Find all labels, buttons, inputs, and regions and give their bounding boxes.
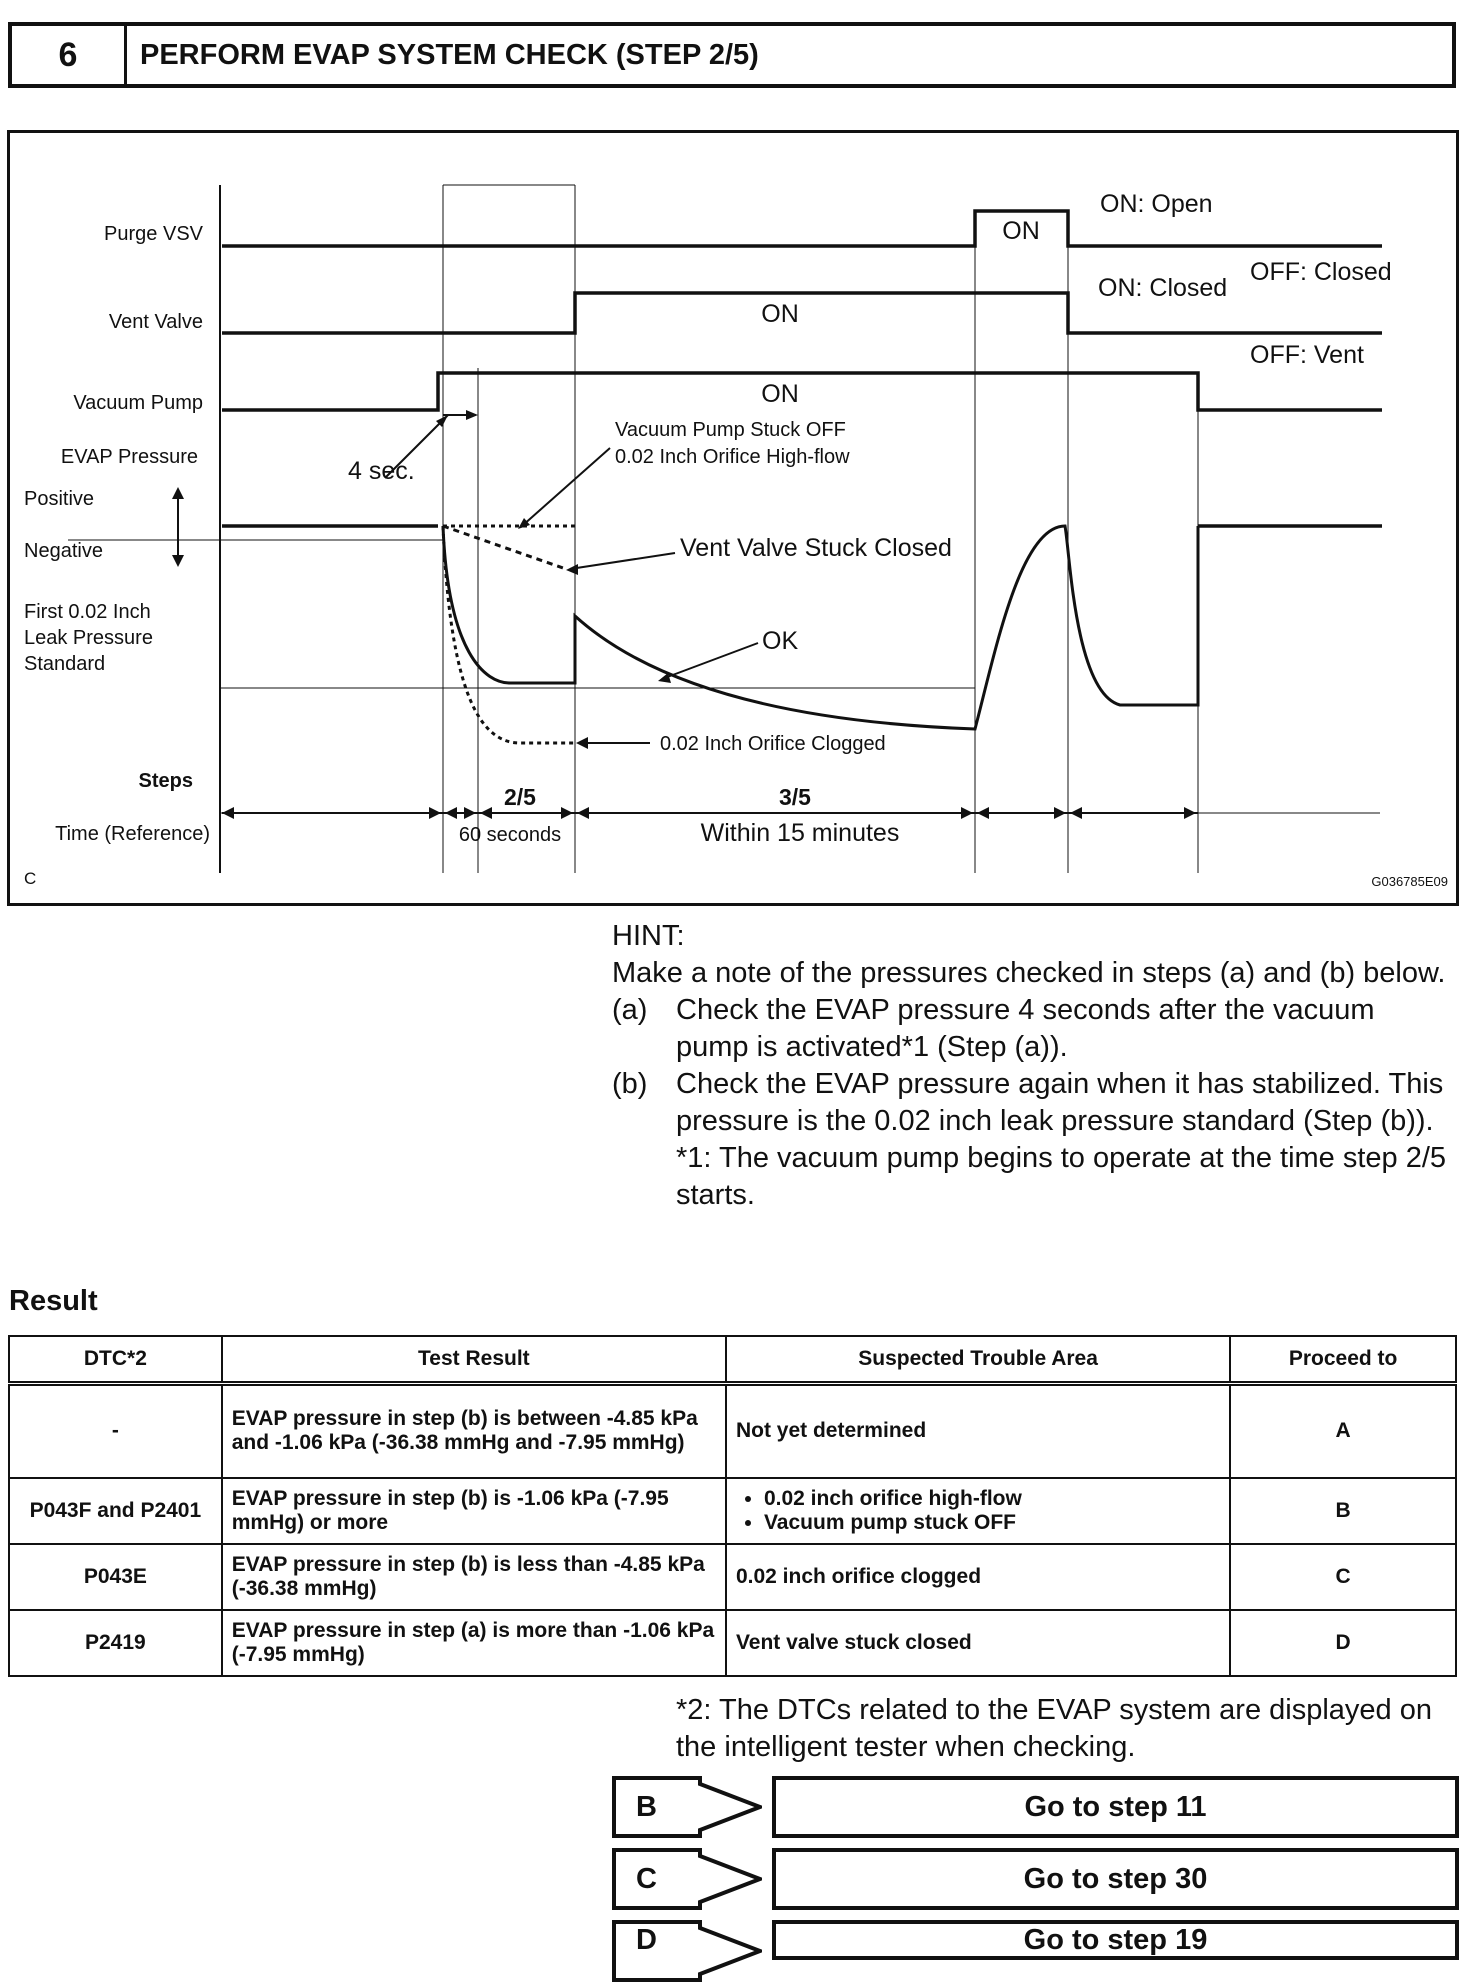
nav-row-c bbox=[612, 1848, 1459, 1910]
trouble-area-cell bbox=[726, 1478, 1230, 1544]
label-positive: Positive bbox=[24, 488, 95, 510]
label-time: Time (Reference) bbox=[55, 823, 210, 845]
dtc-cell: P2419 bbox=[9, 1610, 222, 1676]
dtc-footnote: *2: The DTCs related to the EVAP system are displayed on the intelligent tester when checking. bbox=[676, 1694, 1432, 1763]
purge-on-label: ON bbox=[1002, 217, 1040, 245]
trouble-area-cell: Vent valve stuck closed bbox=[726, 1610, 1230, 1676]
result-table bbox=[8, 1335, 1457, 1677]
go-to-step-11-button[interactable]: Go to step 11 bbox=[772, 1776, 1459, 1838]
dtc-cell: P043E bbox=[9, 1544, 222, 1610]
label-vent-valve: Vent Valve bbox=[108, 311, 203, 333]
test-result-cell: EVAP pressure in step (a) is more than -1.06 kPa (-7.95 mmHg) bbox=[222, 1610, 726, 1676]
proceed-cell: A bbox=[1230, 1384, 1456, 1478]
vent-stuck-closed-curve bbox=[443, 526, 563, 568]
hint-footnote: *1: The vacuum pump begins to operate at the time step 2/5 starts. bbox=[676, 1142, 1447, 1211]
hint-item bbox=[612, 1066, 1452, 1140]
column-header: Suspected Trouble Area bbox=[726, 1336, 1230, 1384]
result-tag-label: C bbox=[636, 1863, 657, 1895]
label-negative: Negative bbox=[24, 540, 103, 562]
dtc-cell: P043F and P2401 bbox=[9, 1478, 222, 1544]
trouble-area-cell: 0.02 inch orifice clogged bbox=[726, 1544, 1230, 1610]
table-row bbox=[9, 1478, 1456, 1544]
table-row bbox=[9, 1544, 1456, 1610]
table-header-row bbox=[9, 1336, 1456, 1384]
vent-stuck-closed-label: Vent Valve Stuck Closed bbox=[680, 534, 952, 562]
result-tag-label: D bbox=[636, 1924, 657, 1956]
label-leak-standard-2: Leak Pressure bbox=[24, 627, 153, 649]
trouble-area-item: • 0.02 inch orifice high-flow bbox=[764, 1487, 1220, 1511]
nav-row-b bbox=[612, 1776, 1459, 1838]
test-result-cell: EVAP pressure in step (b) is -1.06 kPa (-7.95 mmHg) or more bbox=[222, 1478, 726, 1544]
pump-on-label: ON bbox=[761, 380, 799, 408]
hint-item-label: (b) bbox=[612, 1068, 648, 1100]
hint-item-text: Check the EVAP pressure 4 seconds after the vacuum pump is activated*1 (Step (a)). bbox=[676, 994, 1375, 1063]
timing-diagram-frame bbox=[7, 130, 1459, 906]
result-tag-label: B bbox=[636, 1791, 657, 1823]
step-3-label: 3/5 bbox=[779, 784, 811, 810]
column-header: Proceed to bbox=[1230, 1336, 1456, 1384]
label-leak-standard-3: Standard bbox=[24, 653, 106, 675]
figure-id: G036785E09 bbox=[1371, 874, 1448, 889]
state-off-vent: OFF: Vent bbox=[1250, 341, 1364, 369]
table-row bbox=[9, 1610, 1456, 1676]
label-evap-pressure: EVAP Pressure bbox=[60, 446, 198, 468]
label-steps: Steps bbox=[138, 770, 193, 792]
test-result-cell: EVAP pressure in step (b) is between -4.85 kPa and -1.06 kPa (-36.38 mmHg and -7.95 mmHg) bbox=[222, 1384, 726, 1478]
vacuum-pump-signal bbox=[222, 373, 1382, 410]
ok-label: OK bbox=[762, 627, 799, 655]
state-on-closed: ON: Closed bbox=[1098, 274, 1228, 302]
step-number: 6 bbox=[12, 26, 127, 84]
state-on-open: ON: Open bbox=[1100, 190, 1213, 218]
hint-item-label: (a) bbox=[612, 994, 648, 1026]
trouble-area-item: • Vacuum pump stuck OFF bbox=[764, 1511, 1220, 1535]
table-row bbox=[9, 1384, 1456, 1478]
hint-heading: HINT: bbox=[612, 920, 685, 952]
label-purge-vsv: Purge VSV bbox=[104, 223, 203, 245]
column-header: DTC*2 bbox=[9, 1336, 222, 1384]
go-to-step-30-button[interactable]: Go to step 30 bbox=[772, 1848, 1459, 1910]
label-vacuum-pump: Vacuum Pump bbox=[73, 392, 203, 414]
pump-stuck-off-label: Vacuum Pump Stuck OFF bbox=[615, 419, 846, 441]
orifice-high-flow-label: 0.02 Inch Orifice High-flow bbox=[615, 446, 850, 468]
step-title: PERFORM EVAP SYSTEM CHECK (STEP 2/5) bbox=[140, 38, 759, 71]
test-result-cell: EVAP pressure in step (b) is less than -4.85 kPa (-36.38 mmHg) bbox=[222, 1544, 726, 1610]
step-2-label: 2/5 bbox=[504, 784, 536, 810]
hint-item-text: Check the EVAP pressure again when it has stabilized. This pressure is the 0.02 inch leak pressure standard (Step (b)). bbox=[676, 1068, 1444, 1137]
four-sec-label: 4 sec. bbox=[348, 457, 415, 485]
vent-on-label: ON bbox=[761, 300, 799, 328]
time-60-seconds: 60 seconds bbox=[458, 824, 562, 846]
hint-item bbox=[612, 992, 1452, 1066]
state-off-closed: OFF: Closed bbox=[1250, 258, 1392, 286]
proceed-cell: B bbox=[1230, 1478, 1456, 1544]
proceed-cell: C bbox=[1230, 1544, 1456, 1610]
proceed-cell: D bbox=[1230, 1610, 1456, 1676]
label-leak-standard-1: First 0.02 Inch bbox=[24, 601, 151, 623]
evap-timing-diagram bbox=[10, 133, 1456, 903]
go-to-step-19-button[interactable]: Go to step 19 bbox=[772, 1920, 1459, 1960]
dtc-cell: - bbox=[9, 1384, 222, 1478]
hint-intro: Make a note of the pressures checked in steps (a) and (b) below. bbox=[612, 957, 1446, 989]
orifice-clogged-curve bbox=[443, 526, 575, 743]
step-header bbox=[8, 22, 1456, 88]
result-heading: Result bbox=[9, 1285, 98, 1317]
hint-section bbox=[612, 918, 1452, 1214]
nav-row-d bbox=[612, 1920, 1459, 1960]
orifice-clogged-label: 0.02 Inch Orifice Clogged bbox=[660, 733, 886, 755]
corner-label: C bbox=[24, 869, 37, 888]
column-header: Test Result bbox=[222, 1336, 726, 1384]
trouble-area-cell: Not yet determined bbox=[726, 1384, 1230, 1478]
time-15-minutes: Within 15 minutes bbox=[700, 819, 900, 847]
